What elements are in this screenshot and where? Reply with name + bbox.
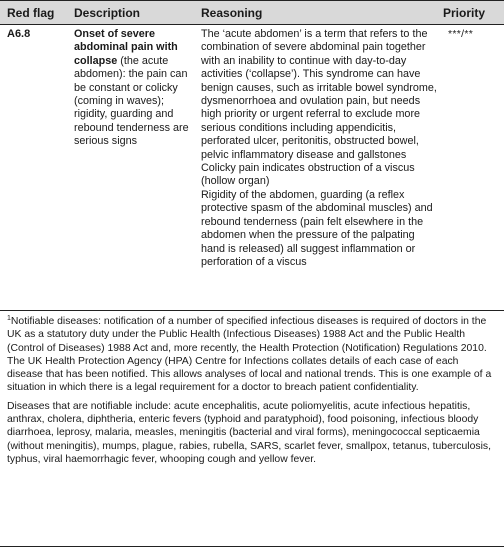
- reasoning-cell: [201, 28, 439, 269]
- footnote-text: Notifiable diseases: notification of a number of specified infectious diseases is required of doctors in the UK as a statutory duty under the Public Health (Infectious Diseases) 1988 Act and the Public Health (Control of Diseases) 1988 Act and, more recently, the Health Protection (Notification) Regulations 2010. The UK Health Protection Agency (HPA) Centre for Infections collates details of each case of each disease that has been notified. This allows analyses of local and national trends. This is one example of a situation in which there is a legal requirement for a doctor to breach patient confidentiality.: [7, 316, 492, 394]
- reasoning-paragraph: Rigidity of the abdomen, guarding (a reflex protective spasm of the abdominal muscles) and rebound tenderness (pain felt elsewhere in the abdomen when the pressure of the palpating hand is released) all suggest inflammation or perforation of a viscus: [201, 188, 433, 268]
- priority-cell: ***/**: [448, 28, 474, 40]
- footnote-marker: 1: [7, 315, 11, 322]
- red-flag-code: A6.8: [7, 28, 31, 40]
- description-bold: Onset of severe abdominal pain with collapse: [74, 28, 178, 67]
- table-bottom-rule: [0, 310, 504, 311]
- table-header: [0, 0, 504, 25]
- reasoning-paragraph: The ‘acute abdomen’ is a term that refers to the combination of severe abdominal pain together with an inability to continue with day-to-day activities (‘collapse’). This syndrome can have benign causes, such as irritable bowel syndrome, dysmenorrhoea and ovulation pain, but needs high priority or urgent referral to exclude more serious conditions including appendicitis, perforated ulcer, peritonitis, obstructed bowel, pelvic inflammatory disease and gallstones: [201, 28, 437, 161]
- description-text: (the acute abdomen): the pain can be constant or colicky (coming in waves); rigidity, guarding and rebound tenderness are serious signs: [74, 54, 189, 148]
- description-cell: [74, 28, 198, 149]
- notifiable-diseases-list: Diseases that are notifiable include: acute encephalitis, acute poliomyelitis, acute infectious hepatitis, anthrax, cholera, diphtheria, enteric fevers (typhoid and paratyphoid), food poisoning, infectious bloody diarrhoea, leprosy, malaria, measles, meningitis (bacterial and viral forms), meningococcal septicaemia (without meningitis), mumps, plague, rabies, rubella, SARS, scarlet fever, smallpox, tetanus, tuberculosis, typhus, viral haemorrhagic fever, whooping cough and yellow fever.: [7, 400, 491, 465]
- header-reasoning: Reasoning: [201, 6, 263, 20]
- footnote: [7, 315, 497, 471]
- header-red-flag: Red flag: [7, 6, 55, 20]
- reasoning-paragraph: Colicky pain indicates obstruction of a viscus (hollow organ): [201, 162, 415, 188]
- header-description: Description: [74, 6, 141, 20]
- footnote-bottom-rule: [0, 546, 504, 547]
- header-priority: Priority: [443, 6, 486, 20]
- footnote-paragraph: [7, 315, 497, 395]
- table-row: [0, 25, 504, 310]
